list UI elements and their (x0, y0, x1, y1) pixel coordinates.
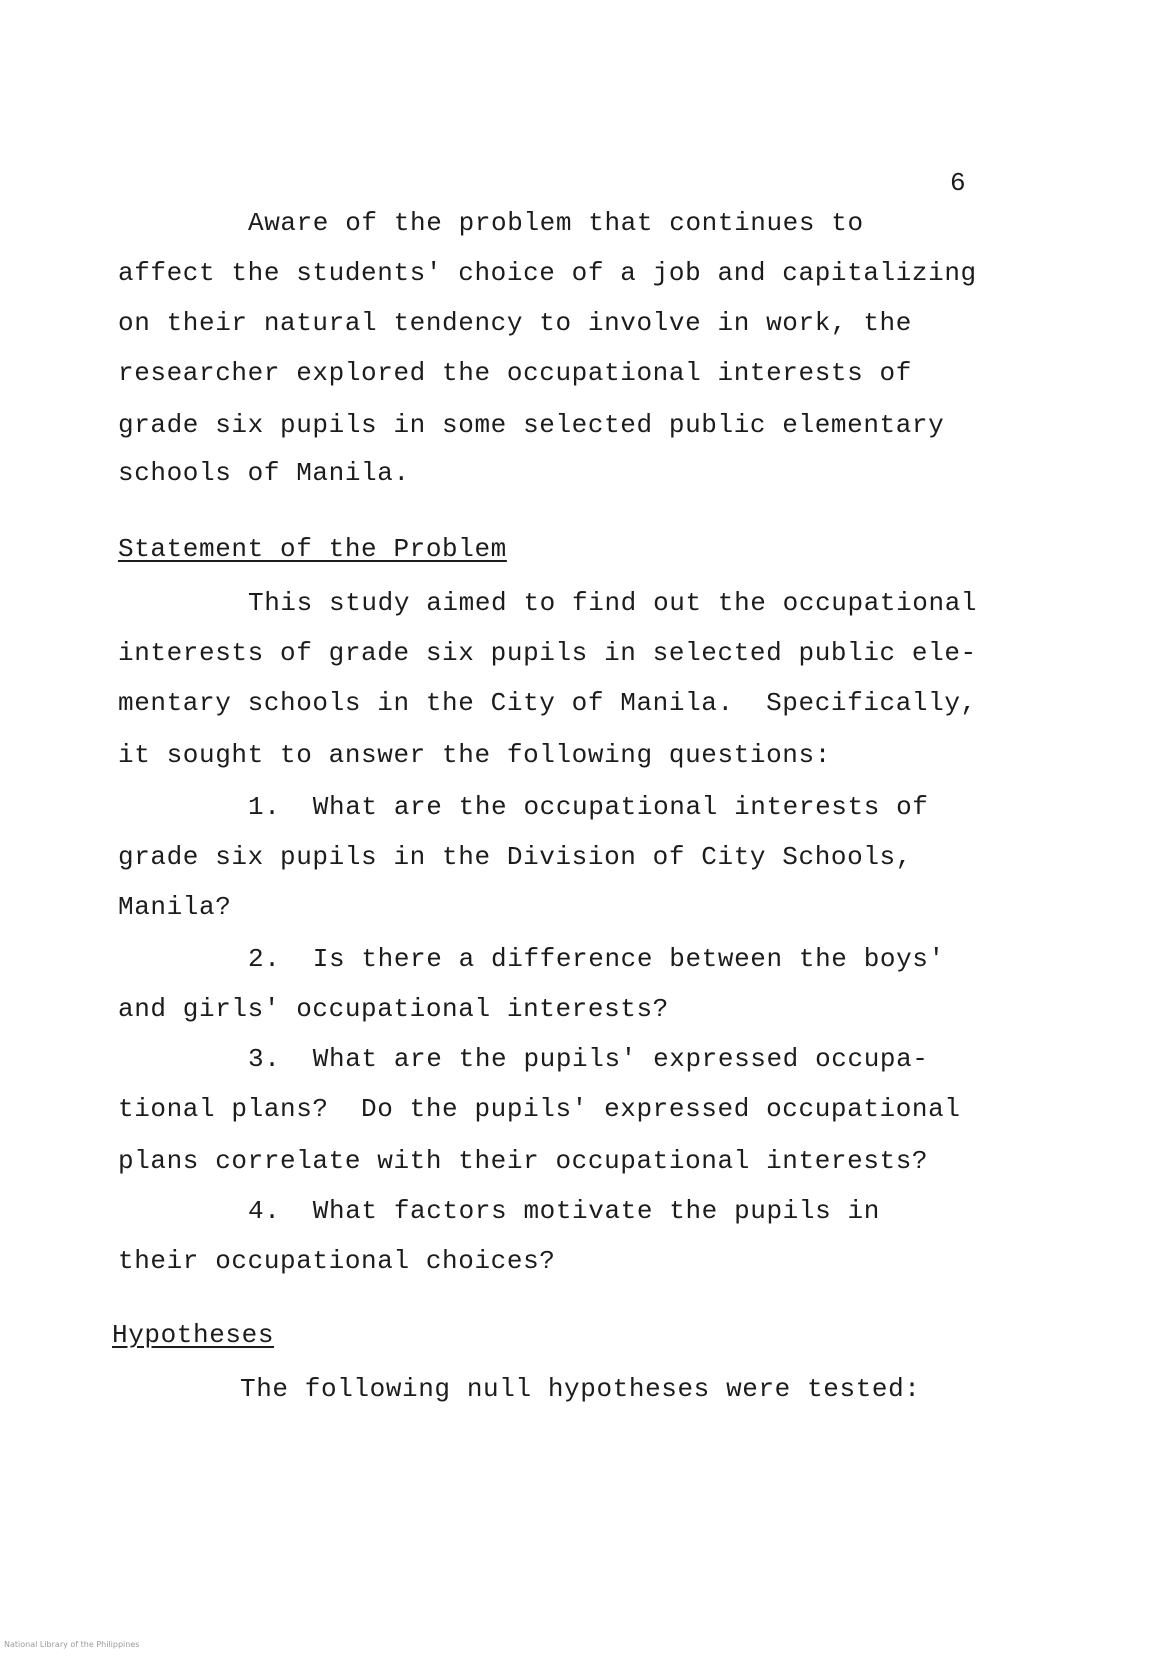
intro-line-4: researcher explored the occupational interests of (118, 358, 912, 388)
statement-line-4: it sought to answer the following questions: (118, 740, 831, 770)
statement-line-1: This study aimed to find out the occupational (248, 588, 978, 618)
question-4-line-1: 4. What factors motivate the pupils in (248, 1196, 880, 1226)
intro-line-2: affect the students' choice of a job and capitalizing (118, 258, 977, 288)
hypotheses-intro: The following null hypotheses were tested: (240, 1374, 921, 1404)
question-3-line-2: tional plans? Do the pupils' expressed occupational (118, 1094, 961, 1124)
statement-line-3: mentary schools in the City of Manila. Specifically, (118, 688, 977, 718)
page-number: 6 (950, 168, 966, 198)
statement-line-2: interests of grade six pupils in selected public ele- (118, 638, 977, 668)
question-1-line-1: 1. What are the occupational interests of (248, 792, 929, 822)
intro-line-1: Aware of the problem that continues to (248, 208, 864, 238)
question-2-line-1: 2. Is there a difference between the boys' (248, 944, 945, 974)
question-3-line-1: 3. What are the pupils' expressed occupa- (248, 1044, 929, 1074)
intro-line-3: on their natural tendency to involve in work, the (118, 308, 912, 338)
question-1-line-3: Manila? (118, 892, 232, 922)
intro-line-5: grade six pupils in some selected public elementary (118, 410, 945, 440)
scan-footer-note: National Library of the Philippines (4, 1640, 140, 1649)
question-1-line-2: grade six pupils in the Division of City Schools, (118, 842, 912, 872)
statement-heading: Statement of the Problem (118, 534, 507, 564)
question-3-line-3: plans correlate with their occupational interests? (118, 1146, 929, 1176)
hypotheses-heading: Hypotheses (112, 1320, 275, 1350)
question-2-line-2: and girls' occupational interests? (118, 994, 669, 1024)
question-4-line-2: their occupational choices? (118, 1246, 556, 1276)
intro-line-6: schools of Manila. (118, 458, 410, 488)
